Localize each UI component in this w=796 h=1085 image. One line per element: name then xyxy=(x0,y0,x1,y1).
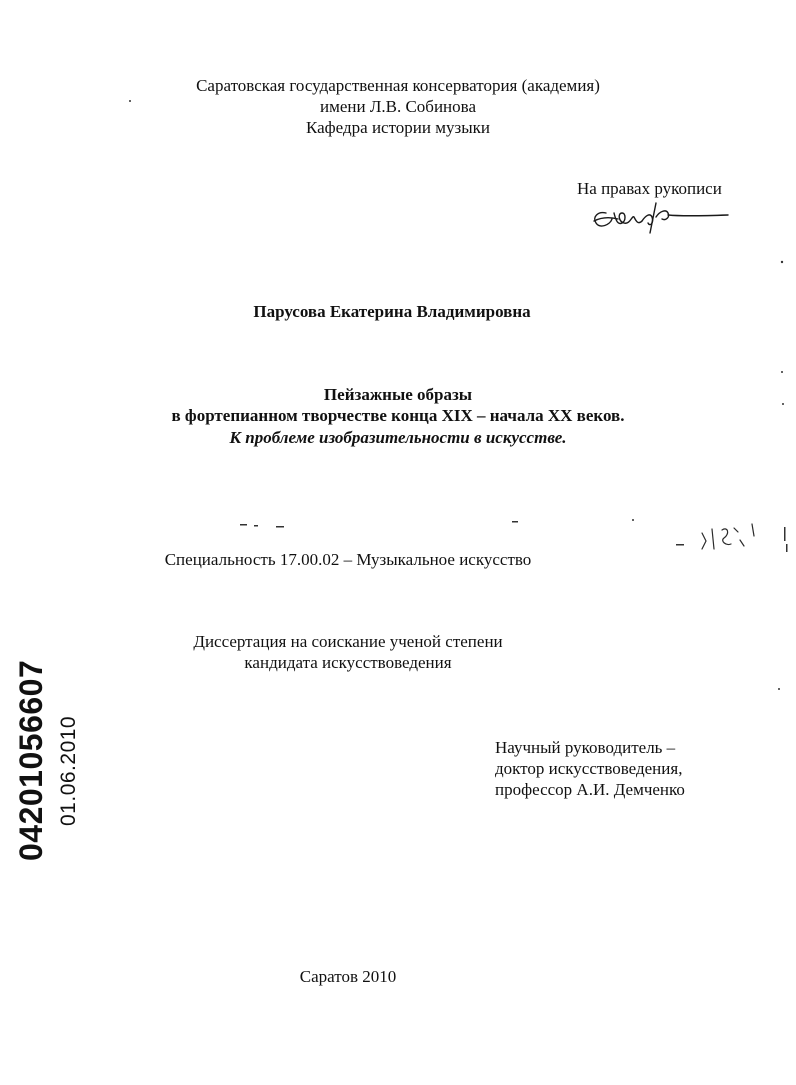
supervisor-line-1: Научный руководитель – xyxy=(495,738,676,757)
library-stamp-code: 04201056607 xyxy=(13,659,49,861)
department-name: Кафедра истории музыки xyxy=(306,118,490,137)
specialty: Специальность 17.00.02 – Музыкальное искусство xyxy=(164,550,532,569)
library-stamp-date: 01.06.2010 xyxy=(57,715,80,826)
institution-named-after: имени Л.В. Собинова xyxy=(320,97,476,116)
title-line-1: Пейзажные образы xyxy=(323,385,473,404)
manuscript-rights-note: На правах рукописи xyxy=(577,179,722,198)
dissertation-line-2: кандидата искусствоведения xyxy=(244,653,452,672)
supervisor-line-3: профессор А.И. Демченко xyxy=(495,780,685,799)
supervisor-line-2: доктор искусствоведения, xyxy=(495,759,683,778)
city-year: Саратов 2010 xyxy=(299,967,397,986)
author-name: Парусова Екатерина Владимировна xyxy=(253,302,531,321)
signature xyxy=(588,199,738,235)
institution-name: Саратовская государственная консерватория (академия) xyxy=(196,76,600,95)
title-line-2: в фортепианном творчестве конца XIX – начала XX веков. xyxy=(171,406,625,425)
title-subtitle: К проблеме изобразительности в искусстве. xyxy=(229,428,567,447)
dissertation-line-1: Диссертация на соискание ученой степени xyxy=(193,632,503,651)
